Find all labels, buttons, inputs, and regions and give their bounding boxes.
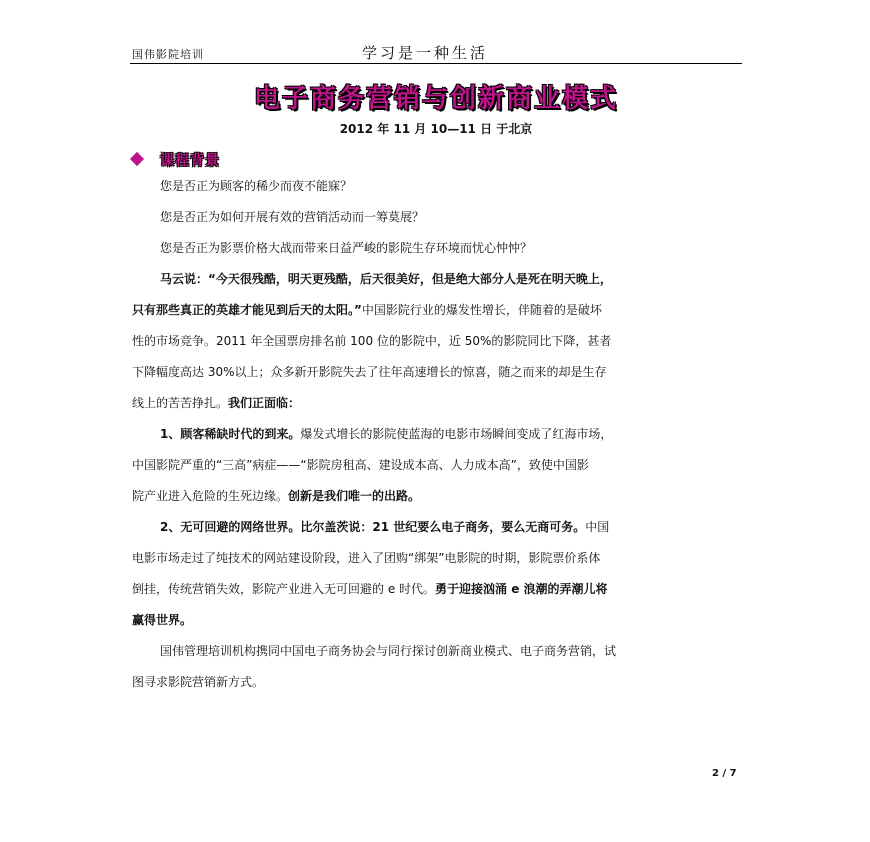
paragraph-2-line-2: 中国影院严重的“三高”病症——“影院房租高、建设成本高、人力成本高”，致使中国影 (132, 458, 589, 472)
page-header (130, 42, 742, 62)
document-date-location: 2012 年 11 月 10—11 日 于北京 (339, 122, 533, 136)
paragraph-1-line-1 (160, 270, 612, 287)
question-3: 您是否正为影票价格大战而带来日益严峻的影院生存环境而忧心忡忡？ (160, 241, 533, 255)
paragraph-1-line-2 (132, 301, 602, 318)
paragraph-1-line-4: 下降幅度高达 30%以上；众多新开影院失去了往年高速增长的惊喜，随之而来的却是生存 (132, 365, 607, 379)
bold-text: 勇于迎接汹涌 e 浪潮的弄潮儿将 (435, 582, 608, 596)
bold-text: 我们正面临： (228, 396, 301, 410)
header-rule (130, 63, 742, 64)
text: 中国影院行业的爆发性增长，伴随着的是破坏 (361, 303, 602, 317)
bold-text: 创新是我们唯一的出路。 (288, 489, 421, 503)
paragraph-4-line-2: 图寻求影院营销新方式。 (132, 675, 265, 689)
text: 倒挂，传统营销失效，影院产业进入无可回避的 e 时代。 (132, 582, 436, 596)
paragraph-3-line-2: 电影市场走过了纯技术的网站建设阶段，进入了团购“绑架”电影院的时期，影院票价系体 (132, 551, 601, 565)
paragraph-3-line-1 (160, 518, 609, 535)
point-2-heading: 2、无可回避的网络世界。比尔盖茨说：21 世纪要么电子商务，要么无商可务。 (160, 520, 586, 534)
paragraph-3-line-3 (132, 580, 608, 597)
paragraph-4-line-1: 国伟管理培训机构携同中国电子商务协会与同行探讨创新商业模式、电子商务营销，试 (160, 644, 617, 658)
paragraph-1-line-3: 性的市场竞争。2011 年全国票房排名前 100 位的影院中，近 50%的影院同比下降，甚者 (132, 334, 612, 348)
text: 线上的苦苦挣扎。 (132, 396, 229, 410)
header-organization: 国伟影院培训 (132, 48, 204, 61)
question-1: 您是否正为顾客的稀少而夜不能寐？ (160, 179, 353, 193)
paragraph-2-line-1 (160, 425, 612, 442)
point-1-heading: 1、顾客稀缺时代的到来。 (160, 427, 301, 441)
paragraph-1-line-5 (132, 394, 300, 411)
text: 中国 (585, 520, 610, 534)
section-label: 课程背景 (160, 153, 220, 169)
quote-bold-end: 只有那些真正的英雄才能见到后天的太阳。” (132, 303, 362, 317)
document-title: 电子商务营销与创新商业模式 (253, 84, 618, 114)
header-slogan: 学习是一种生活 (362, 44, 489, 62)
quote-bold: 马云说：“今天很残酷，明天更残酷，后天很美好，但是绝大部分人是死在明天晚上， (160, 272, 612, 286)
paragraph-3-line-4 (132, 611, 192, 628)
text: 院产业进入危险的生死边缘。 (132, 489, 289, 503)
bold-text: 赢得世界。 (132, 613, 193, 627)
text: 爆发式增长的影院使蓝海的电影市场瞬间变成了红海市场， (300, 427, 613, 441)
paragraph-2-line-3 (132, 487, 420, 504)
page-number: 2 / 7 (712, 768, 737, 779)
diamond-bullet-icon (130, 152, 144, 166)
question-2: 您是否正为如何开展有效的营销活动而一筹莫展？ (160, 210, 425, 224)
